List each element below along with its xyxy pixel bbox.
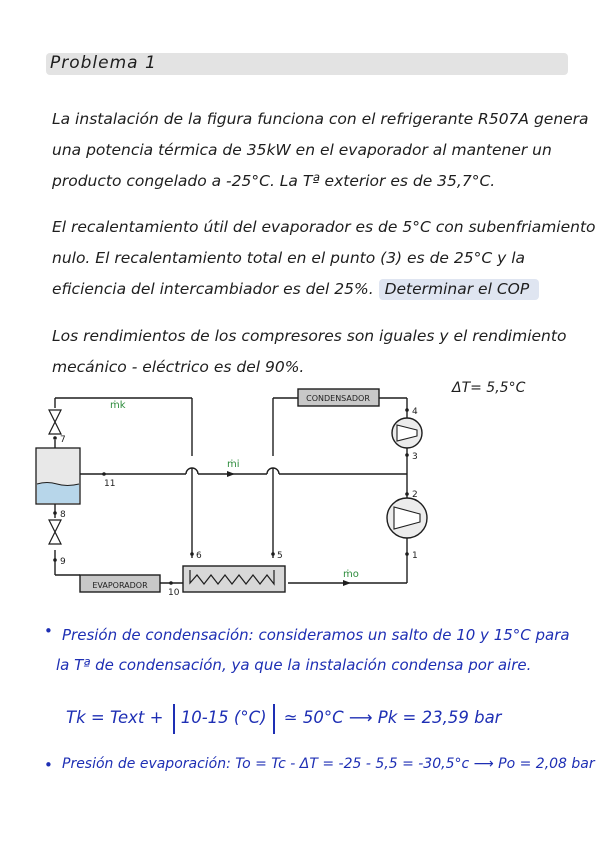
flow-arrow-icon	[227, 471, 235, 477]
bullet-icon: •	[44, 622, 53, 640]
point-label: 3	[412, 452, 418, 462]
state-point-dot	[102, 472, 106, 476]
flow-arrow-icon	[343, 580, 351, 586]
text-line: mecánico - eléctrico es del 90%.	[52, 358, 305, 376]
highlighted-task: Determinar el COP	[379, 279, 540, 300]
state-point-dot	[53, 436, 57, 440]
formula-result: Pk = 23,59 bar	[377, 708, 502, 727]
point-label: 1	[412, 551, 418, 561]
bullet-icon: •	[44, 756, 53, 774]
expansion-valve-icon	[49, 520, 61, 544]
text-line: nulo. El recalentamiento total en el punto (3) es de 25°C y la	[52, 249, 525, 267]
state-point-dot	[53, 558, 57, 562]
formula-lhs: Tk = Text +	[66, 708, 164, 727]
state-point-dot	[405, 492, 409, 496]
text-line: Presión de condensación: consideramos un salto de 10 y 15°C para	[62, 626, 570, 644]
text-segment: eficiencia del intercambiador es del 25%.	[52, 280, 374, 298]
point-label: 8	[60, 510, 66, 520]
statement-paragraph-1	[52, 104, 589, 197]
point-label: 9	[60, 557, 66, 567]
statement-paragraph-2	[52, 212, 596, 305]
flow-label-mi: ṁi	[227, 459, 240, 470]
compressor-icon	[387, 498, 427, 538]
flow-label-mk: ṁk	[110, 400, 126, 411]
condensation-formula	[66, 704, 501, 734]
point-label: 11	[104, 479, 116, 489]
text-line: La instalación de la figura funciona con el refrigerante R507A genera	[52, 110, 589, 128]
flow-label-mo: ṁo	[343, 569, 359, 580]
state-point-dot	[53, 511, 57, 515]
evaporator-label: EVAPORADOR	[92, 581, 148, 590]
text-line: producto congelado a -25°C. La Tª exterior es de 35,7°C.	[52, 172, 496, 190]
arrow-icon: ⟶	[348, 708, 373, 727]
formula-approx: ≃ 50°C	[283, 708, 344, 727]
point-label: 2	[412, 490, 418, 500]
point-label: 4	[412, 407, 418, 417]
text-line: la Tª de condensación, ya que la instalación condensa por aire.	[56, 656, 532, 674]
refrigeration-diagram	[0, 370, 600, 600]
state-point-dot	[405, 408, 409, 412]
state-point-dot	[190, 552, 194, 556]
expansion-valve-icon	[49, 410, 61, 434]
state-point-dot	[271, 552, 275, 556]
condensation-pressure-note	[56, 620, 582, 680]
problem-title: Problema 1	[50, 53, 157, 73]
formula-bracket: 10-15 (°C)	[173, 704, 275, 734]
state-point-dot	[405, 552, 409, 556]
text-line: El recalentamiento útil del evaporador es de 5°C con subenfriamiento	[52, 218, 596, 236]
point-label: 7	[60, 435, 66, 445]
text-line: una potencia térmica de 35kW en el evaporador al mantener un	[52, 141, 552, 159]
point-label: 10	[168, 588, 180, 598]
state-point-dot	[169, 581, 173, 585]
state-point-dot	[405, 453, 409, 457]
condenser-label: CONDENSADOR	[306, 394, 370, 403]
delta-t-label: ΔT= 5,5°C	[452, 380, 526, 396]
evaporation-pressure-note: Presión de evaporación: To = Tc - ΔT = -25 - 5,5 = -30,5°c ⟶ Po = 2,08 bar	[62, 756, 595, 772]
compressor-icon	[392, 418, 422, 448]
text-line: Los rendimientos de los compresores son iguales y el rendimiento	[52, 327, 567, 345]
point-label: 5	[277, 551, 283, 561]
text-line	[52, 274, 572, 305]
point-label: 6	[196, 551, 202, 561]
